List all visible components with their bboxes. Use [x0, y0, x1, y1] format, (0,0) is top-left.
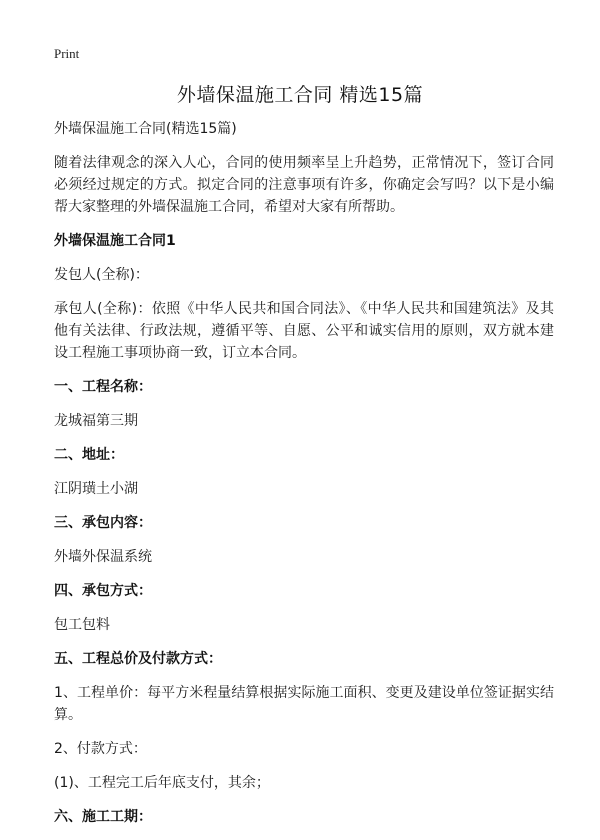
employer-paragraph: 发包人(全称)： [54, 267, 149, 283]
heading-address: 二、地址： [54, 447, 124, 463]
unit-price-paragraph: 1、工程单价：每平方米程量结算根据实际施工面积、变更及建设单位签证据实结算。 [54, 685, 554, 723]
subtitle-paragraph: 外墙保温施工合同(精选15篇) [54, 121, 237, 137]
project-name-value: 龙城福第三期 [54, 413, 138, 429]
heading-contract-mode: 四、承包方式： [54, 583, 152, 599]
section-heading-contract-1: 外墙保温施工合同1 [54, 233, 176, 249]
payment-item-1: (1)、工程完工后年底支付，其余； [54, 775, 270, 791]
address-value: 江阴璜土小湖 [54, 481, 138, 497]
heading-scope: 三、承包内容： [54, 515, 152, 531]
payment-method-paragraph: 2、付款方式： [54, 741, 147, 757]
document-body [54, 118, 554, 840]
heading-price-payment: 五、工程总价及付款方式： [54, 651, 222, 667]
heading-construction-period: 六、施工工期： [54, 809, 152, 825]
contractor-paragraph: 承包人(全称)：依照《中华人民共和国合同法》、《中华人民共和国建筑法》及其他有关法律、行政法规，遵循平等、自愿、公平和诚实信用的原则，双方就本建设工程施工事项协商一致，订立本合同。 [54, 301, 554, 361]
document-title: 外墙保温施工合同 精选15篇 [176, 84, 424, 106]
contract-mode-value: 包工包料 [54, 617, 110, 633]
intro-paragraph: 随着法律观念的深入人心，合同的使用频率呈上升趋势，正常情况下，签订合同必须经过规定的方式。拟定合同的注意事项有许多，你确定会写吗？以下是小编帮大家整理的外墙保温施工合同，希望对大家有所帮助。 [54, 155, 554, 215]
scope-value: 外墙外保温系统 [54, 549, 152, 565]
heading-project-name: 一、工程名称： [54, 379, 152, 395]
print-link[interactable]: Print [54, 46, 80, 61]
